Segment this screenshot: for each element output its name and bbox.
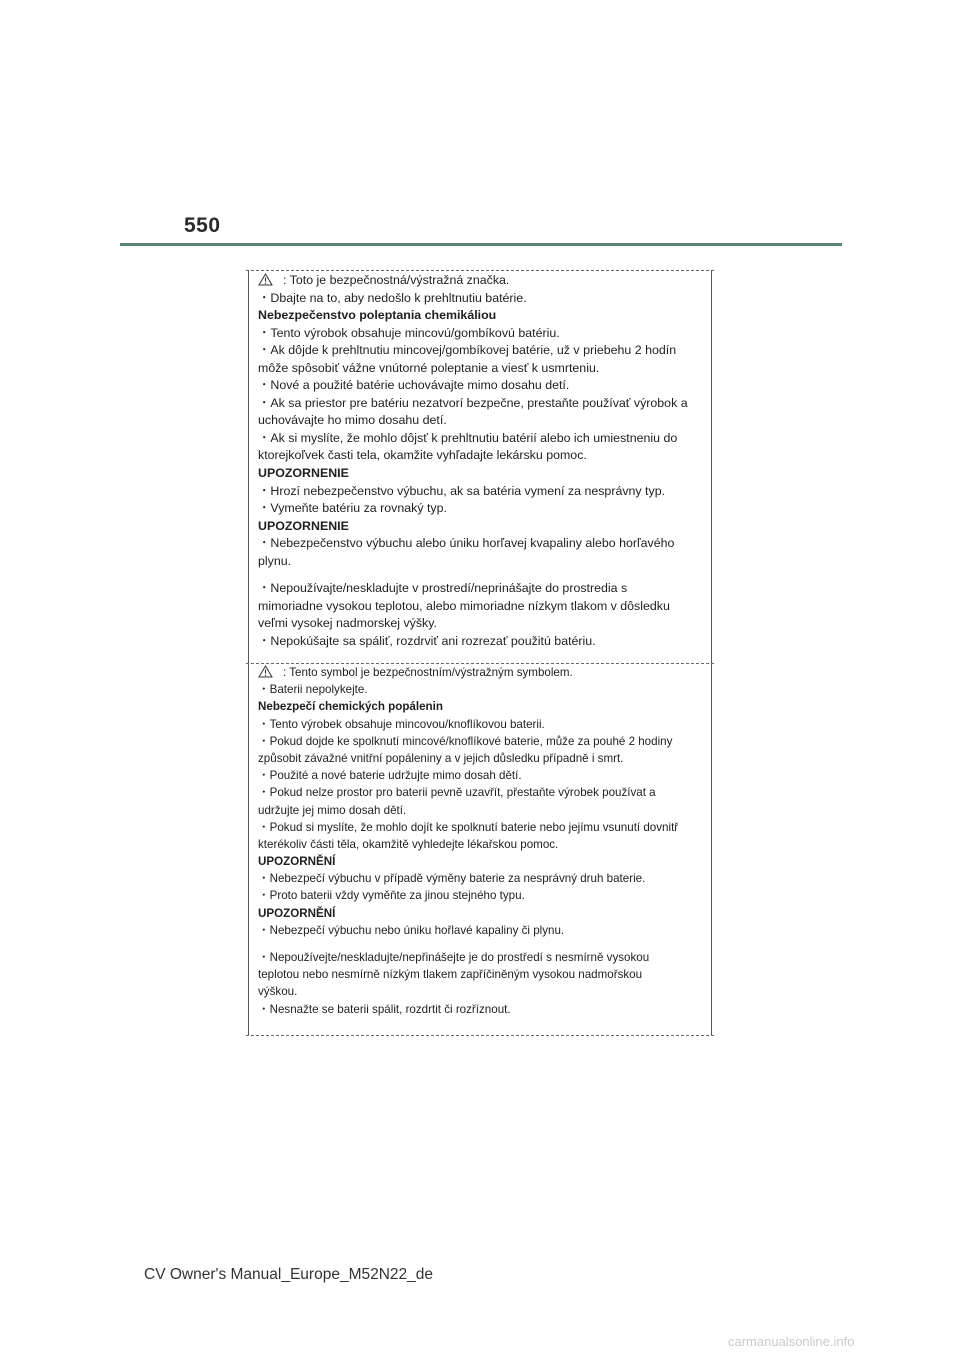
slovak-text-line: ・Nepokúšajte sa spáliť, rozdrviť ani rozrezať použitú batériu. — [258, 633, 596, 648]
slovak-warning-line — [258, 272, 706, 290]
slovak-text-line: ・Nebezpečenstvo výbuchu alebo úniku horľavej kvapaliny alebo horľavého — [258, 536, 675, 551]
slovak-text-line: ・Tento výrobok obsahuje mincovú/gombíkovú batériu. — [258, 325, 560, 340]
slovak-text-line: ・Hrozí nebezpečenstvo výbuchu, ak sa batéria vymení za nesprávny typ. — [258, 483, 666, 498]
czech-text-line: ・Pokud si myslíte, že mohlo dojít ke spolknutí baterie nebo jejímu vsunutí dovnitř — [258, 820, 679, 834]
warning-triangle-icon — [258, 273, 273, 286]
slovak-spacer — [258, 570, 706, 580]
czech-text-line: ・Nebezpečí výbuchu nebo úniku hořlavé kapaliny či plynu. — [258, 923, 565, 937]
czech-text-line: teplotou nebo nesmírně nízkým tlakem zapříčiněným vysokou nadmořskou — [258, 968, 643, 982]
slovak-text-line: ・Nové a použité batérie uchovávajte mimo dosahu detí. — [258, 378, 570, 393]
czech-text-line: ・Pokud dojde ke spolknutí mincové/knoflíkové baterie, může za pouhé 2 hodiny — [258, 734, 673, 748]
slovak-text-line: ・Ak sa priestor pre batériu nezatvorí bezpečne, prestaňte používať výrobok a — [258, 395, 688, 410]
czech-text-lines — [258, 681, 706, 1018]
czech-text-line: ・Baterii nepolykejte. — [258, 683, 368, 697]
slovak-text-line: ・Nepoužívajte/neskladujte v prostredí/neprinášajte do prostredia s — [258, 581, 628, 596]
czech-warning-text: : Tento symbol je bezpečnostním/výstražným symbolem. — [283, 666, 573, 679]
slovak-text-line: ktorejkoľvek časti tela, okamžite vyhľadajte lekársku pomoc. — [258, 448, 587, 463]
slovak-text-line: plynu. — [258, 553, 292, 568]
watermark: carmanualsonline.info — [728, 1334, 855, 1349]
slovak-text-line: ・Dbajte na to, aby nedošlo k prehltnutiu batérie. — [258, 290, 527, 305]
slovak-text-line: ・Vymeňte batériu za rovnaký typ. — [258, 501, 447, 516]
czech-text-line: ・Pokud nelze prostor pro baterii pevně uzavřít, přestaňte výrobek používat a — [258, 786, 656, 800]
czech-warning-line — [258, 664, 706, 681]
warning-triangle-icon — [258, 665, 273, 678]
czech-text-line: ・Použité a nové baterie udržujte mimo dosah dětí. — [258, 769, 522, 783]
czech-text-line: ・Tento výrobek obsahuje mincovou/knoflíkovou baterii. — [258, 717, 545, 731]
czech-text-line: výškou. — [258, 985, 298, 999]
czech-warning-section — [258, 664, 706, 1018]
slovak-heading: Nebezpečenstvo poleptania chemikáliou — [258, 308, 497, 323]
slovak-text-line: ・Ak si myslíte, že mohlo dôjsť k prehltnutiu batérií alebo ich umiestneniu do — [258, 430, 678, 445]
czech-text-line: ・Nebezpečí výbuchu v případě výměny baterie za nesprávný druh baterie. — [258, 872, 646, 886]
czech-text-line: ・Proto baterii vždy vyměňte za jinou stejného typu. — [258, 889, 525, 903]
footer-manual-id: CV Owner's Manual_Europe_M52N22_de — [144, 1266, 434, 1283]
slovak-text-line: mimoriadne vysokou teplotou, alebo mimoriadne nízkym tlakom v dôsledku — [258, 598, 670, 613]
czech-heading: UPOZORNĚNÍ — [258, 906, 336, 920]
slovak-text-lines — [258, 290, 706, 651]
slovak-text-line: uchovávajte ho mimo dosahu detí. — [258, 413, 447, 428]
czech-text-line: ・Nesnažte se baterii spálit, rozdrtit či rozříznout. — [258, 1002, 511, 1016]
czech-heading: UPOZORNĚNÍ — [258, 855, 336, 869]
czech-heading: Nebezpečí chemických popálenin — [258, 700, 443, 714]
slovak-heading: UPOZORNENIE — [258, 518, 349, 533]
slovak-text-line: veľmi vysokej nadmorskej výšky. — [258, 616, 437, 631]
slovak-text-line: ・Ak dôjde k prehltnutiu mincovej/gombíkovej batérie, už v priebehu 2 hodín — [258, 343, 677, 358]
page-number: 550 — [184, 214, 221, 237]
czech-text-line: udržujte jej mimo dosah dětí. — [258, 803, 407, 817]
header-rule — [120, 243, 842, 246]
czech-spacer — [258, 939, 706, 949]
slovak-warning-text: : Toto je bezpečnostná/výstražná značka. — [283, 273, 510, 287]
slovak-text-line: môže spôsobiť vážne vnútorné poleptanie a viesť k usmrteniu. — [258, 360, 600, 375]
slovak-warning-section — [258, 272, 706, 650]
label-bottom-border — [246, 1035, 714, 1036]
slovak-heading: UPOZORNENIE — [258, 466, 349, 481]
czech-text-line: ・Nepoužívejte/neskladujte/nepřinášejte je do prostředí s nesmírně vysokou — [258, 951, 650, 964]
czech-text-line: způsobit závažné vnitřní popáleniny a v jejich důsledku případně i smrt. — [258, 751, 624, 765]
label-top-border — [246, 270, 714, 271]
czech-text-line: kterékoliv části těla, okamžitě vyhledejte lékařskou pomoc. — [258, 837, 559, 851]
